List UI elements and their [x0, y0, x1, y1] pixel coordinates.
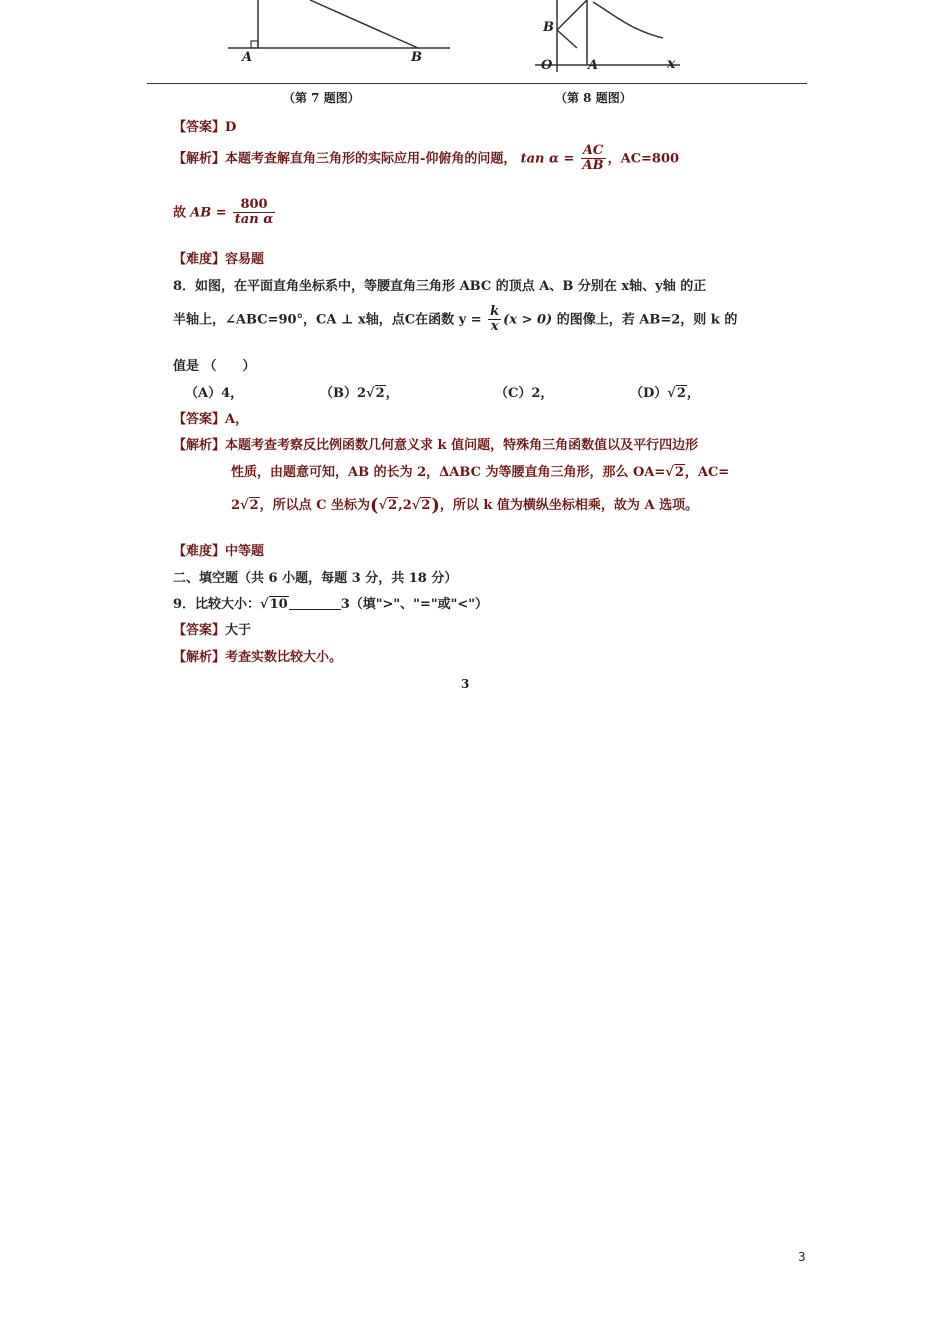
- ab-numerator: 800: [233, 198, 275, 213]
- option-a: （A）4，: [185, 386, 244, 401]
- sqrt-2: √2: [366, 386, 385, 401]
- analysis-tag: 【解析】: [173, 151, 226, 167]
- figure-7-label-a: A: [242, 50, 253, 65]
- q7-difficulty: [173, 248, 264, 267]
- q8-answer: [173, 408, 248, 427]
- figure-8-label-x: x: [667, 56, 676, 72]
- q9-stem-prefix: 9．比较大小：: [173, 597, 261, 612]
- figure-7-diagram: [220, 0, 460, 75]
- analysis-text: 考查实数比较大小。: [225, 650, 343, 665]
- option-b: （B）2√2，: [320, 386, 399, 401]
- answer-tag: 【答案】: [173, 412, 226, 427]
- tan-fraction: [581, 144, 606, 174]
- sqrt-2: √2: [665, 465, 684, 480]
- analysis-line2-b: ，AC=: [684, 465, 730, 480]
- stem-line2-a: 半轴上，∠ABC=90°，CA ⊥ x轴，点C在函数 y =: [173, 312, 482, 328]
- analysis-line3-b: ，所以 k 值为横纵坐标相乘，故为 A 选项。: [439, 498, 699, 513]
- option-c: （C）2，: [495, 386, 554, 401]
- option-d-label: （D）: [630, 386, 668, 401]
- analysis-tag: 【解析】: [173, 650, 226, 665]
- function-denominator: x: [490, 319, 499, 335]
- sqrt-2: √2: [240, 498, 259, 513]
- figure-8-label-b: B: [543, 20, 554, 35]
- figure-8: [535, 0, 685, 78]
- ab-lhs: AB =: [190, 205, 227, 221]
- answer-tag: 【答案】: [173, 120, 226, 135]
- q9-stem: [173, 593, 488, 612]
- page-number-outer: 3: [798, 1250, 806, 1264]
- figure-7: [220, 0, 460, 75]
- sqrt-10: √10: [260, 597, 288, 612]
- analysis-text: 本题考查解直角三角形的实际应用-仰俯角的问题，: [225, 151, 517, 167]
- function-fraction: [488, 305, 501, 335]
- figure-separator: [147, 83, 807, 84]
- analysis-line2-a: 性质，由题意可知，AB 的长为 2，ΔABC 为等腰直角三角形，那么 OA=: [231, 465, 666, 480]
- answer-tag: 【答案】: [173, 623, 226, 638]
- difficulty-tag: 【难度】: [173, 544, 226, 559]
- difficulty-tag: 【难度】: [173, 252, 226, 267]
- analysis-line3-a: ，所以点 C 坐标为: [259, 498, 371, 513]
- q7-answer: [173, 116, 236, 135]
- figure-7-label-b: B: [411, 50, 422, 65]
- so-prefix: 故: [173, 205, 187, 221]
- answer-value: A，: [225, 412, 249, 427]
- sqrt-2: √2: [667, 386, 686, 401]
- q9-analysis: [173, 646, 342, 665]
- figure-8-label-a: A: [588, 58, 599, 73]
- sqrt-2: √2: [378, 498, 398, 513]
- q8-analysis-line3: 2√2，所以点 C 坐标为(√2,2√2)，所以 k 值为横纵坐标相乘，故为 A 选项。: [231, 495, 699, 516]
- stem-line2-b: 的图像上，若 AB=2，则 k 的: [556, 312, 738, 328]
- difficulty-value: 容易题: [225, 252, 265, 267]
- answer-value: 大于: [225, 623, 252, 638]
- analysis-tag: 【解析】: [173, 438, 226, 453]
- q8-difficulty: [173, 540, 264, 559]
- q8-stem-line1: 8．如图，在平面直角坐标系中，等腰直角三角形 ABC 的顶点 A、B 分别在 x轴、y轴 的正: [173, 279, 707, 294]
- q8-options: [185, 382, 745, 402]
- difficulty-value: 中等题: [225, 544, 265, 559]
- function-numerator: k: [490, 304, 500, 319]
- q9-answer: [173, 619, 251, 638]
- page-number-inner: 3: [461, 677, 470, 691]
- q7-conclusion: [173, 198, 277, 228]
- q9-stem-suffix: 3（填">"、"="或"<"）: [340, 597, 489, 612]
- tan-numerator: AC: [581, 144, 606, 159]
- ab-denominator: tan α: [234, 212, 274, 228]
- answer-value: D: [225, 120, 237, 135]
- q8-analysis-line2: [231, 461, 729, 480]
- analysis-text: 本题考查考察反比例函数几何意义求 k 值问题，特殊角三角函数值以及平行四边形: [225, 438, 699, 453]
- section-2-title: 二、填空题（共 6 小题，每题 3 分，共 18 分）: [173, 571, 458, 586]
- ab-fraction: [233, 198, 275, 228]
- sqrt-2: √2: [411, 498, 431, 513]
- option-b-label: （B）2: [320, 386, 367, 401]
- option-d: （D）√2，: [630, 386, 700, 401]
- figure-7-caption: （第 7 题图）: [283, 91, 360, 105]
- q9-answer-blank: [289, 609, 341, 610]
- figure-8-diagram: [535, 0, 685, 78]
- q7-analysis: [173, 144, 679, 174]
- function-domain: (x > 0): [503, 312, 553, 328]
- q8-stem-line2: [173, 305, 737, 335]
- coef: 2: [231, 498, 241, 513]
- q8-analysis-line1: [173, 434, 698, 453]
- figure-8-caption: （第 8 题图）: [555, 91, 632, 105]
- q8-stem-line3: 值是 （ ）: [173, 359, 256, 374]
- ac-value: ，AC=800: [607, 151, 680, 167]
- tan-denominator: AB: [582, 158, 604, 174]
- tan-lhs: tan α =: [520, 151, 575, 167]
- figure-8-label-o: O: [541, 58, 553, 73]
